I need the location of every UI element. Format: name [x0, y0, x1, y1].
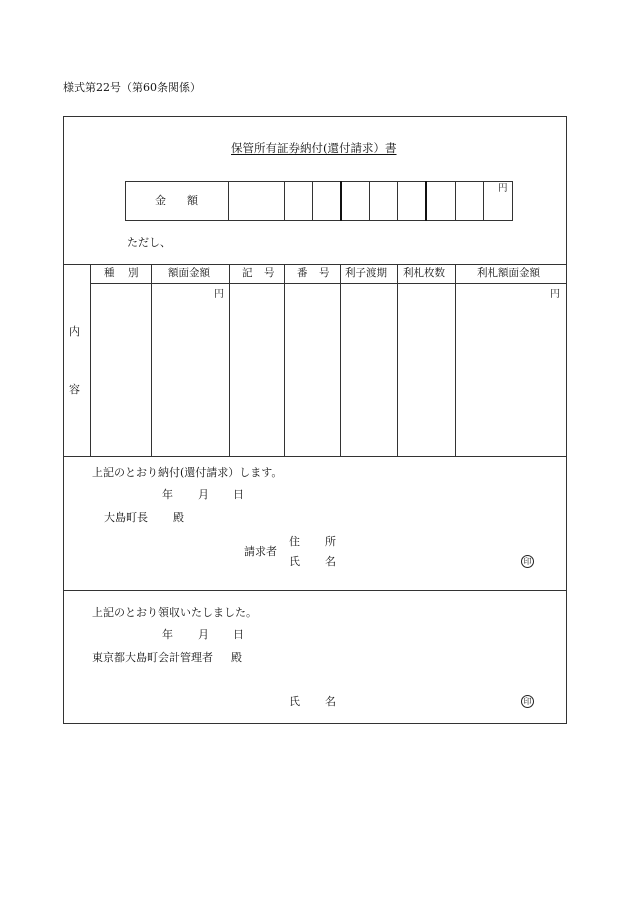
receipt-month: 月 — [198, 628, 209, 641]
address-label-right: 所 — [325, 535, 336, 548]
section-divider — [63, 590, 567, 591]
receipt-dono: 殿 — [231, 651, 242, 664]
header-number-left: 番 — [297, 267, 308, 279]
header-coupon-total: 利札額面金額 — [477, 267, 540, 279]
payment-year: 年 — [162, 488, 173, 501]
receipt-day: 日 — [233, 628, 244, 641]
amount-label-left: 金 — [155, 194, 166, 207]
receipt-statement: 上記のとおり領収いたしました。 — [92, 606, 257, 619]
header-number-right: 号 — [319, 267, 330, 279]
header-symbol-right: 号 — [264, 267, 275, 279]
coupon-total-yen: 円 — [550, 289, 560, 300]
receipt-seal-icon: 印 — [521, 695, 534, 708]
face-value-yen: 円 — [214, 289, 224, 300]
payment-statement: 上記のとおり納付(還付請求）します。 — [92, 466, 283, 479]
claimant-label: 請求者 — [244, 545, 277, 558]
header-kind-left: 種 — [104, 267, 115, 279]
form-number: 様式第22号（第60条関係） — [63, 81, 201, 94]
header-interest-date: 利子渡期 — [345, 267, 387, 279]
name-label-left: 氏 — [289, 555, 300, 568]
receipt-name-label-right: 名 — [325, 695, 336, 708]
payment-day: 日 — [233, 488, 244, 501]
form-frame — [63, 116, 567, 724]
receipt-name-label-left: 氏 — [289, 695, 300, 708]
seal-icon: 印 — [521, 555, 534, 568]
header-symbol-left: 記 — [242, 267, 253, 279]
payment-dono: 殿 — [173, 511, 184, 524]
payment-month: 月 — [198, 488, 209, 501]
receipt-year: 年 — [162, 628, 173, 641]
tadashi-label: ただし、 — [127, 236, 171, 249]
amount-label-right: 額 — [187, 194, 198, 207]
header-face-value: 額面金額 — [168, 267, 210, 279]
header-kind-right: 別 — [128, 267, 139, 279]
header-coupon-count: 利札枚数 — [403, 267, 445, 279]
receipt-addressee: 東京都大島町会計管理者 — [92, 651, 213, 664]
address-label-left: 住 — [289, 535, 300, 548]
payment-addressee: 大島町長 — [104, 511, 148, 524]
form-title: 保管所有証券納付(還付請求）書 — [231, 141, 397, 155]
side-label-bottom: 容 — [69, 383, 80, 396]
amount-yen: 円 — [498, 183, 508, 194]
side-label-top: 内 — [69, 325, 80, 338]
name-label-right: 名 — [325, 555, 336, 568]
